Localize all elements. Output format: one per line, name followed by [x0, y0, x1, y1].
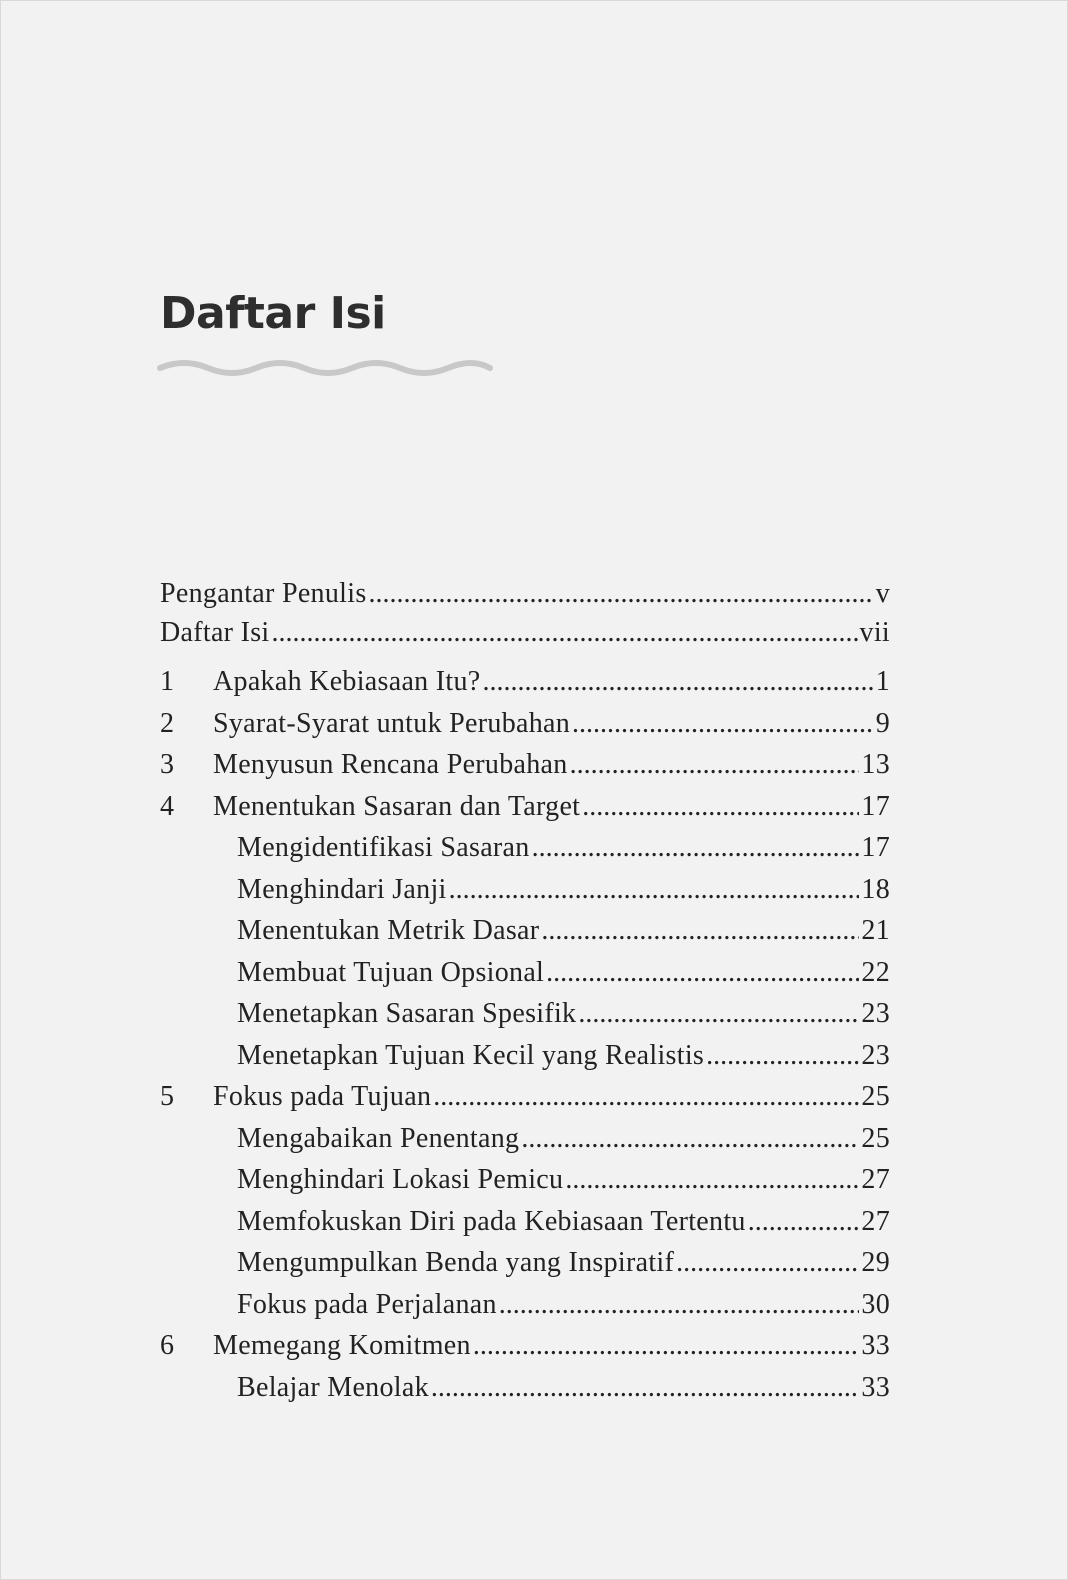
toc-entry — [160, 1289, 890, 1331]
decorative-wave-divider — [157, 358, 493, 382]
chapter-number: 1 — [160, 666, 175, 697]
table-of-contents — [160, 578, 890, 1413]
toc-entry — [160, 874, 890, 916]
subsection-title: Belajar Menolak — [237, 1371, 429, 1403]
subsection-title: Mengidentifikasi Sasaran — [237, 832, 530, 863]
entry-title: Daftar Isi — [160, 617, 270, 648]
dot-leader — [676, 1247, 859, 1279]
subsection-title: Fokus pada Perjalanan — [237, 1288, 497, 1320]
dot-leader — [572, 708, 874, 740]
entry-title: Apakah Kebiasaan Itu? — [213, 666, 481, 697]
chapter-number: 2 — [160, 707, 175, 739]
toc-entry — [160, 617, 890, 656]
dot-leader — [546, 957, 859, 989]
subsection-title: Menghindari Janji — [237, 873, 447, 905]
toc-entry — [160, 1081, 890, 1123]
page-number: 25 — [861, 1081, 890, 1112]
toc-entry — [160, 708, 890, 750]
subsection-title: Memfokuskan Diri pada Kebiasaan Tertentu — [237, 1205, 746, 1237]
toc-entry — [160, 578, 890, 617]
entry-title: Menentukan Sasaran dan Target — [213, 790, 581, 822]
chapter-number: 5 — [160, 1081, 175, 1112]
page-number: 23 — [861, 998, 890, 1029]
dot-leader — [541, 915, 859, 947]
page-number: vii — [859, 617, 890, 648]
toc-entry — [160, 791, 890, 833]
toc-entry — [160, 957, 890, 999]
toc-entry — [160, 1040, 890, 1082]
subsection-title: Menentukan Metrik Dasar — [237, 915, 540, 946]
page-number: 17 — [861, 790, 890, 822]
dot-leader — [369, 578, 874, 610]
toc-entry — [160, 1247, 890, 1289]
toc-entry — [160, 998, 890, 1040]
dot-leader — [532, 832, 860, 864]
page-number: 29 — [861, 1247, 890, 1278]
page-number: 13 — [861, 749, 890, 780]
chapter-number: 3 — [160, 749, 175, 780]
subsection-title: Membuat Tujuan Opsional — [237, 956, 545, 988]
toc-entry — [160, 832, 890, 874]
subsection-title: Menetapkan Sasaran Spesifik — [237, 998, 577, 1029]
page-number: 30 — [861, 1288, 890, 1320]
dot-leader — [706, 1040, 859, 1072]
toc-entry — [160, 666, 890, 708]
page-number: 21 — [861, 915, 890, 946]
page-number: 27 — [861, 1164, 890, 1195]
page-number: 27 — [861, 1205, 890, 1237]
entry-title: Syarat-Syarat untuk Perubahan — [213, 707, 571, 739]
page-number: v — [875, 578, 890, 609]
entry-title: Pengantar Penulis — [160, 578, 367, 609]
entry-title: Fokus pada Tujuan — [213, 1081, 432, 1112]
dot-leader — [483, 666, 874, 698]
subsection-title: Mengumpulkan Benda yang Inspiratif — [237, 1247, 675, 1278]
page-title: Daftar Isi — [160, 288, 386, 339]
page-number: 33 — [861, 1330, 890, 1361]
subsection-title: Menetapkan Tujuan Kecil yang Realistis — [237, 1039, 705, 1071]
page-number: 9 — [875, 707, 890, 739]
subsection-title: Mengabaikan Penentang — [237, 1122, 520, 1154]
dot-leader — [473, 1330, 860, 1362]
dot-leader — [272, 617, 858, 649]
toc-entry — [160, 1372, 890, 1414]
dot-leader — [565, 1164, 859, 1196]
subsection-title: Menghindari Lokasi Pemicu — [237, 1164, 564, 1195]
page-number: 22 — [861, 956, 890, 988]
dot-leader — [431, 1372, 860, 1404]
page-number: 25 — [861, 1122, 890, 1154]
toc-entry — [160, 915, 890, 957]
dot-leader — [570, 749, 860, 781]
toc-entry — [160, 1206, 890, 1248]
dot-leader — [499, 1289, 860, 1321]
chapter-number: 4 — [160, 790, 175, 822]
toc-entry — [160, 1123, 890, 1165]
chapter-number: 6 — [160, 1330, 175, 1361]
dot-leader — [449, 874, 860, 906]
page-number: 1 — [875, 666, 890, 697]
entry-title: Memegang Komitmen — [213, 1330, 471, 1361]
toc-entry — [160, 749, 890, 791]
dot-leader — [433, 1081, 859, 1113]
toc-entry — [160, 1164, 890, 1206]
dot-leader — [521, 1123, 859, 1155]
dot-leader — [748, 1206, 860, 1238]
page-number: 23 — [861, 1039, 890, 1071]
page-number: 18 — [861, 873, 890, 905]
dot-leader — [582, 791, 859, 823]
toc-entry — [160, 1330, 890, 1372]
page-number: 33 — [861, 1371, 890, 1403]
dot-leader — [578, 998, 859, 1030]
entry-title: Menyusun Rencana Perubahan — [213, 749, 568, 780]
page-number: 17 — [861, 832, 890, 863]
